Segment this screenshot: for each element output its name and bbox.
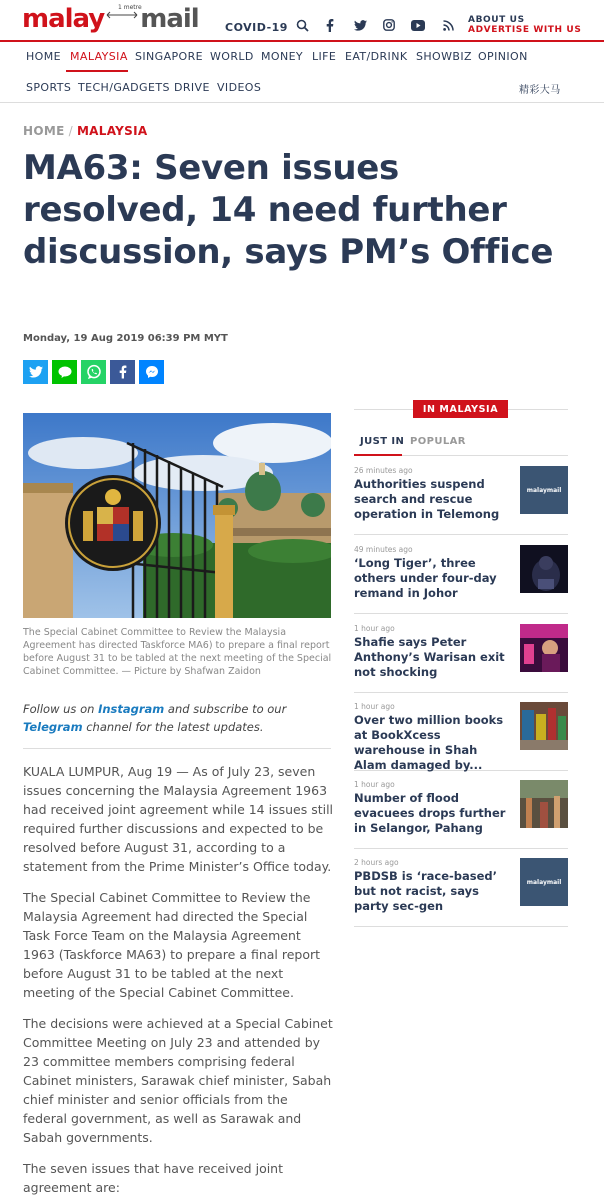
sidebar-section-badge: IN MALAYSIA: [413, 400, 508, 418]
article-date: Monday, 19 Aug 2019 06:39 PM MYT: [23, 333, 228, 344]
news-headline: Over two million books at BookXcess warehouse in Shah Alam damaged by...: [354, 713, 504, 772]
news-thumbnail: malaymail: [520, 858, 568, 906]
instagram-icon[interactable]: [381, 17, 397, 33]
news-time: 49 minutes ago: [354, 545, 413, 554]
sidebar-news-item[interactable]: [354, 535, 568, 614]
messenger-share-button[interactable]: [139, 360, 164, 384]
news-thumbnail: [520, 702, 568, 750]
sidebar-news-item[interactable]: [354, 614, 568, 693]
news-time: 26 minutes ago: [354, 466, 413, 475]
sidebar-news-item[interactable]: [354, 692, 568, 771]
news-time: 2 hours ago: [354, 858, 399, 867]
article-paragraph: The decisions were achieved at a Special Cabinet Committee Meeting on July 23 and attended by 23 committee members comprising federal Cabinet ministers, Sarawak chief minister, Sabah chief minister and senior officials from the federal government, as well as Sarawak and Sabah governments.: [23, 1016, 333, 1145]
nav-eat-drink[interactable]: EAT/DRINK: [345, 50, 408, 63]
line-icon: [58, 366, 72, 378]
article-paragraph: The Special Cabinet Committee to Review the Malaysia Agreement had directed the Special Task Force Team on the Malaysia Agreement 1963 (Taskforce MA63) to prepare a final report before August 31 to be tabled at the next meeting of the Special Cabinet Committee.: [23, 890, 321, 1000]
sidebar-news-item[interactable]: [354, 456, 568, 535]
nav-drive[interactable]: DRIVE: [174, 81, 210, 94]
site-logo[interactable]: malay mail 1 metre: [22, 4, 199, 34]
news-thumbnail: [520, 780, 568, 828]
about-us-link[interactable]: ABOUT US: [468, 15, 525, 25]
advertise-link[interactable]: ADVERTISE WITH US: [468, 25, 582, 35]
breadcrumb-home[interactable]: HOME: [23, 124, 65, 138]
sidebar-news-item[interactable]: [354, 848, 568, 927]
article-paragraph: KUALA LUMPUR, Aug 19 — As of July 23, seven issues concerning the Malaysia Agreement 1963 had received joint agreement while 14 issues still required further discussions and expected to be resolved before August 31, according to a statement from the Prime Minister’s Office today.: [23, 764, 334, 874]
nav-active-indicator: [66, 70, 128, 72]
telegram-link[interactable]: Telegram: [23, 720, 83, 734]
whatsapp-icon: [86, 364, 102, 380]
whatsapp-share-button[interactable]: [81, 360, 106, 384]
nav-videos[interactable]: VIDEOS: [217, 81, 262, 94]
nav-showbiz[interactable]: SHOWBIZ: [416, 50, 472, 63]
nav-home[interactable]: HOME: [26, 50, 61, 63]
line-share-button[interactable]: [52, 360, 77, 384]
article-paragraph: The seven issues that have received joint agreement are:: [23, 1161, 284, 1195]
article-image: [23, 413, 331, 618]
rss-icon[interactable]: [440, 17, 456, 33]
news-headline: ‘Long Tiger’, three others under four-day remand in Johor: [354, 556, 497, 600]
news-time: 1 hour ago: [354, 624, 395, 633]
news-thumbnail: malaymail: [520, 466, 568, 514]
header-links: [468, 15, 581, 35]
sidebar-news-item[interactable]: [354, 770, 568, 849]
breadcrumb-section[interactable]: MALAYSIA: [76, 124, 148, 138]
article-title: MA63: Seven issues resolved, 14 need further discussion, says PM’s Office: [23, 148, 554, 272]
covid-link[interactable]: COVID-19: [225, 21, 288, 34]
tab-popular[interactable]: POPULAR: [410, 436, 466, 447]
nav-money[interactable]: MONEY: [261, 50, 304, 63]
follow-us-note: Follow us on Instagram and subscribe to our Telegram channel for the latest updates.: [23, 702, 287, 734]
youtube-icon[interactable]: [410, 17, 426, 33]
news-time: 1 hour ago: [354, 780, 395, 789]
news-thumbnail: [520, 624, 568, 672]
news-headline: Number of flood evacuees drops further in Selangor, Pahang: [354, 791, 506, 835]
nav-tech-gadgets[interactable]: TECH/GADGETS: [78, 81, 170, 94]
messenger-icon: [145, 365, 159, 379]
nav-life[interactable]: LIFE: [312, 50, 337, 63]
image-caption: The Special Cabinet Committee to Review the Malaysia Agreement has directed Taskforce MA6) to prepare a final report before August 31 to be tabled at the next meeting of the Special Cabinet Committee. — Picture by Shafwan Zaidon: [23, 627, 332, 677]
news-headline: Authorities suspend search and rescue operation in Telemong: [354, 477, 500, 521]
logo-tagline: 1 metre: [118, 4, 142, 11]
nav-chinese[interactable]: 精彩大马: [519, 85, 561, 96]
news-headline: PBDSB is ‘race-based’ but not racist, says party sec-gen: [354, 869, 498, 913]
nav-world[interactable]: WORLD: [210, 50, 254, 63]
news-headline: Shafie says Peter Anthony’s Warisan exit not shocking: [354, 635, 505, 679]
facebook-icon[interactable]: [322, 17, 338, 33]
nav-opinion[interactable]: OPINION: [478, 50, 528, 63]
twitter-icon: [29, 366, 43, 378]
twitter-icon[interactable]: [352, 17, 368, 33]
breadcrumb: HOME / MALAYSIA: [23, 124, 148, 138]
news-thumbnail: [520, 545, 568, 593]
nav-singapore[interactable]: SINGAPORE: [135, 50, 203, 63]
instagram-link[interactable]: Instagram: [98, 702, 165, 716]
main-nav: [0, 42, 604, 103]
twitter-share-button[interactable]: [23, 360, 48, 384]
facebook-icon: [119, 365, 127, 379]
divider: [23, 748, 331, 749]
site-header: [0, 0, 604, 42]
search-icon[interactable]: [294, 17, 310, 33]
facebook-share-button[interactable]: [110, 360, 135, 384]
news-time: 1 hour ago: [354, 702, 395, 711]
nav-sports[interactable]: SPORTS: [26, 81, 72, 94]
nav-malaysia[interactable]: MALAYSIA: [70, 50, 128, 63]
logo-arrow-icon: [106, 11, 138, 19]
tab-just-in[interactable]: JUST IN: [360, 436, 405, 447]
